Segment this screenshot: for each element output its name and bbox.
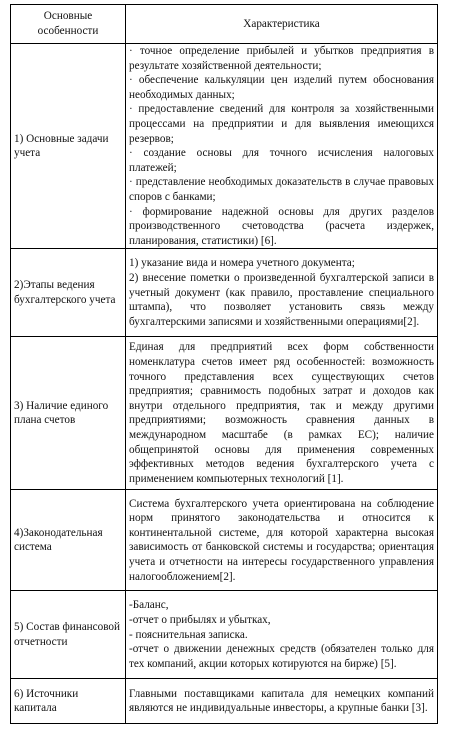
table-row — [11, 490, 438, 591]
description-line: 1) указание вида и номера учетного документа; — [129, 257, 355, 270]
description-line: -отчет о прибылях и убытках, — [129, 613, 271, 626]
table-row — [11, 44, 438, 249]
document-page — [10, 4, 437, 724]
description-line: Система бухгалтерского учета ориентирована на соблюдение норм принятого законодательства и относится к континентальной системе, для которой характерна высокая зависимость от банковской системы и государства; ориентация учета и отчетности на интересы государственного управления налогообложением[2]. — [129, 497, 434, 583]
features-table — [10, 4, 438, 724]
description-cell — [126, 249, 438, 337]
description-line: · формирование надежной основы для других разделов производственного счетоводства (расчета издержек, планирования, статистики) [6]. — [129, 205, 434, 247]
table-row — [11, 679, 438, 724]
feature-cell: 2)Этапы ведения бухгалтерского учета — [11, 249, 126, 337]
description-line: -отчет о движении денежных средств (обязателен только для тех компаний, акции которых котируются на бирже) [5]. — [129, 643, 434, 670]
description-line: · предоставление сведений для контроля за хозяйственными процессами на предприятии и для выявления имеющихся резервов; — [129, 103, 434, 145]
description-cell — [126, 679, 438, 724]
feature-cell: 5) Состав финансовой отчетности — [11, 591, 126, 679]
description-cell — [126, 490, 438, 591]
table-row — [11, 249, 438, 337]
header-features: Основные особенности — [11, 5, 126, 44]
table-header-row — [11, 5, 438, 44]
feature-cell: 3) Наличие единого плана счетов — [11, 337, 126, 490]
description-cell — [126, 337, 438, 490]
description-cell — [126, 44, 438, 249]
feature-cell: 1) Основные задачи учета — [11, 44, 126, 249]
description-line: · точное определение прибылей и убытков предприятия в результате хозяйственной деятельности; — [129, 45, 434, 72]
description-cell — [126, 591, 438, 679]
description-line: -Баланс, — [129, 599, 169, 612]
description-line: · создание основы для точного исчисления налоговых платежей; — [129, 147, 434, 174]
description-line: - пояснительная записка. — [129, 628, 248, 641]
feature-cell: 6) Источники капитала — [11, 679, 126, 724]
table-row — [11, 591, 438, 679]
feature-cell: 4)Законодательная система — [11, 490, 126, 591]
description-line: Единая для предприятий всех форм собственности номенклатура счетов имеет ряд особенностей: возможность точного представления всех существующих счетов предприятия; сравнимость подобных затрат и доходов как внутри отдельного предприятия, так и между другими предприятиями; возможность сравнения данных в международном масштабе (в рамках ЕС); наличие общепринятой основы для применения современных эффективных методов ведения бухгалтерского учета с применением компьютерных технологий [1]. — [129, 341, 434, 485]
description-line: Главными поставщиками капитала для немецких компаний являются не индивидуальные инвесторы, а крупные банки [3]. — [129, 687, 434, 715]
description-line: · представление необходимых доказательств в случае правовых споров с банками; — [129, 176, 434, 203]
description-line: · обеспечение калькуляции цен изделий путем обоснования необходимых данных; — [129, 74, 434, 101]
table-row — [11, 337, 438, 490]
description-line: 2) внесение пометки о произведенной бухгалтерской записи в учетный документ (как правило, проставление специального штампа), что позволяет установить связь между бухгалтерскими записями и хозяйственными операциями[2]. — [129, 271, 434, 328]
header-characteristics: Характеристика — [126, 5, 438, 44]
